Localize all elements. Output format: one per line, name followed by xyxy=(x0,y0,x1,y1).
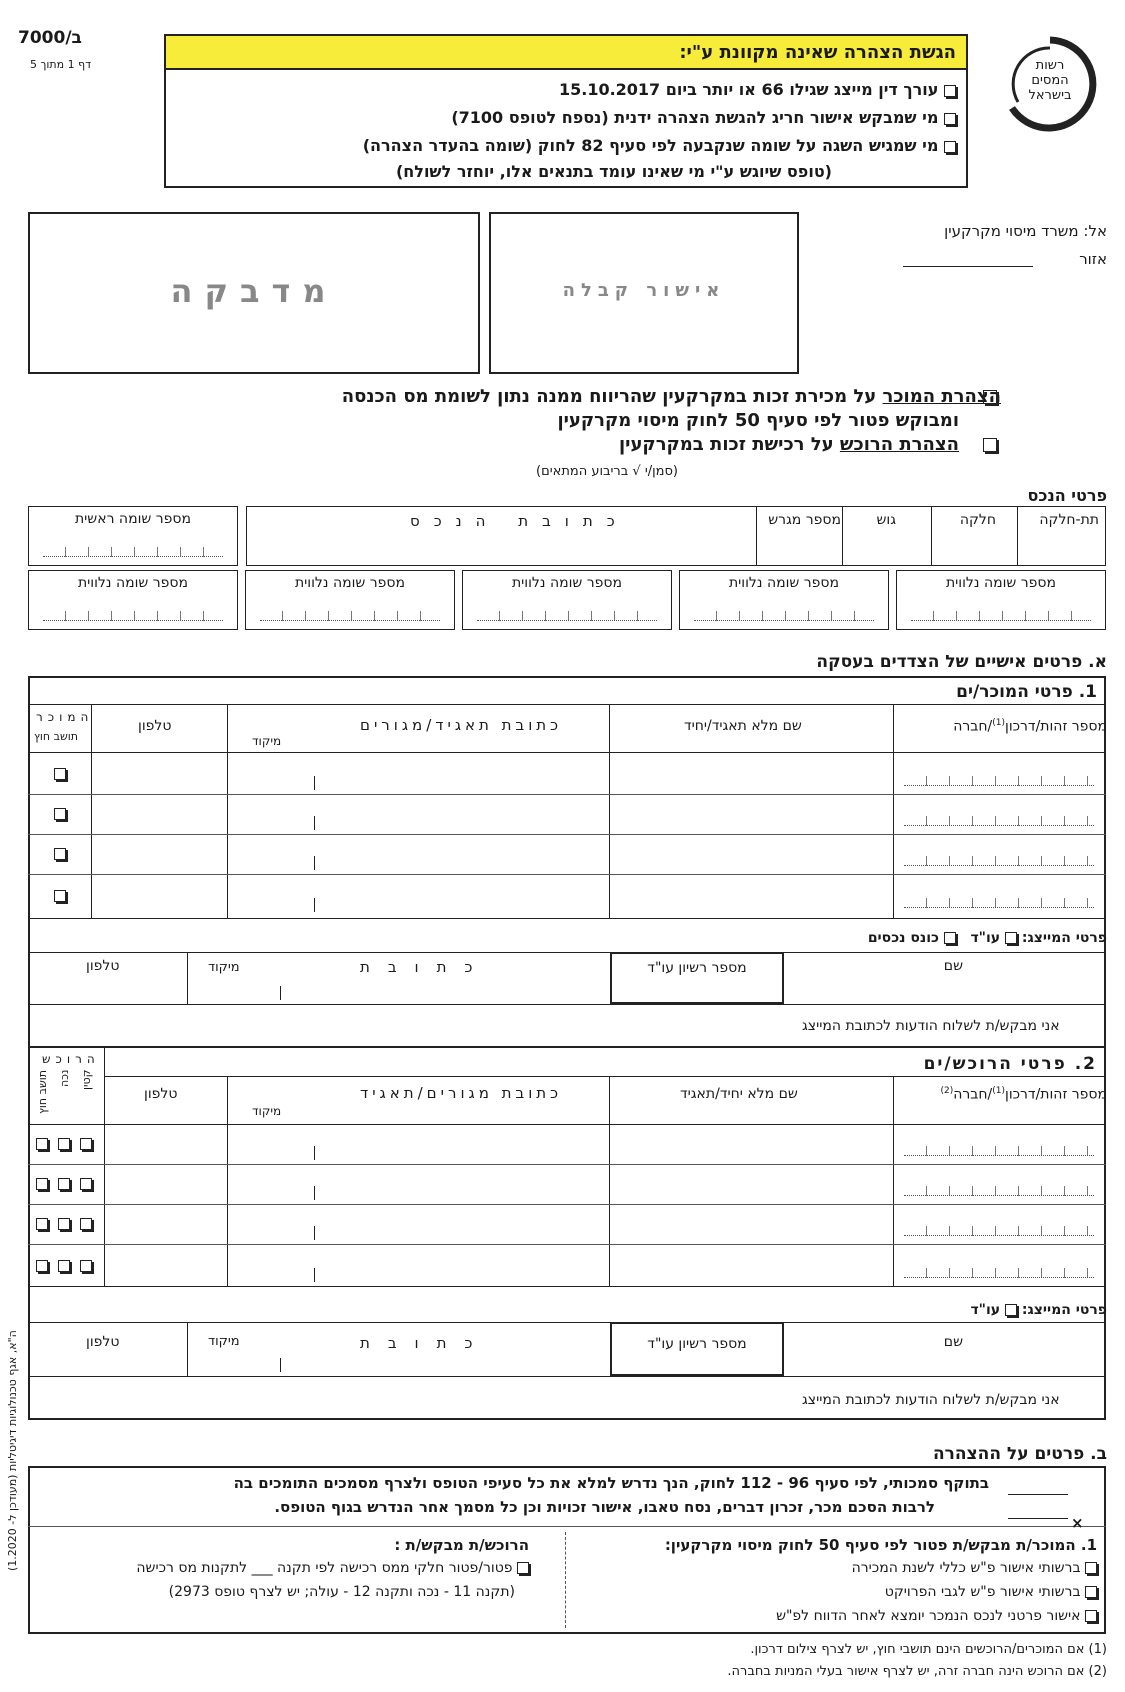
checkbox-icon[interactable] xyxy=(944,85,956,97)
seller-exemption-request: 1. המוכר/ת מבקש/ת פטור לפי סעיף 50 לחוק מיסוי מקרקעין: xyxy=(664,1536,1097,1554)
checkbox-icon[interactable] xyxy=(944,141,956,153)
seller-rep-zip-label: מיקוד xyxy=(208,960,240,975)
buyer-row[interactable] xyxy=(28,1204,1106,1244)
checkbox-icon[interactable] xyxy=(517,1562,529,1574)
buyer-rep-row: פרטי המייצג: עו"ד xyxy=(970,1302,1107,1318)
seller-option-1[interactable]: ברשותי אישור פ"ש כללי לשנת המכירה xyxy=(852,1560,1097,1576)
logo-line-3: בישראל xyxy=(1028,88,1072,103)
sticker-label: מדבקה xyxy=(170,272,338,310)
buyer-foreign-checkbox[interactable] xyxy=(36,1218,48,1230)
seller-foreign-checkbox[interactable] xyxy=(54,808,66,820)
buyer-rep-name-label: שם xyxy=(943,1334,963,1350)
buyer-declaration-checkbox[interactable] xyxy=(983,438,997,452)
seller-rep-phone-label: טלפון xyxy=(86,958,120,974)
logo-line-2: המסים xyxy=(1031,73,1069,88)
buyer-rep-lawyer-checkbox[interactable] xyxy=(1005,1304,1017,1316)
buyer-minor-checkbox[interactable] xyxy=(80,1178,92,1190)
seller-declaration-checkbox[interactable] xyxy=(983,390,997,404)
property-address-label: כתובת הנכס xyxy=(410,512,629,530)
rep-lawyer-checkbox[interactable] xyxy=(1005,932,1017,944)
option-1[interactable]: עורך דין מייצג שגילו 66 או יותר ביום 15.10.2017 xyxy=(559,80,956,99)
buyer-rep-phone-label: טלפון xyxy=(86,1334,120,1350)
seller-foreign-checkbox[interactable] xyxy=(54,768,66,780)
addressee: אל: משרד מיסוי מקרקעין xyxy=(944,222,1107,240)
buyer-rep-address-label: כתובת xyxy=(360,1334,491,1352)
related-assessment-box[interactable]: מספר שומה נלווית xyxy=(462,570,672,630)
tax-authority-logo xyxy=(1000,34,1100,134)
related-assessment-box[interactable]: מספר שומה נלווית xyxy=(679,570,889,630)
option-3[interactable]: מי שמגיש השגה על שומה שנקבעה לפי סעיף 82 לחוק (שומה בהעדר הצהרה) xyxy=(363,136,956,155)
buyer-disabled-header: נכה xyxy=(58,1070,71,1088)
buyer-zip-header: מיקוד xyxy=(252,1104,282,1118)
seller-id-header: מספר זהות/דרכון$^{(1)}$/חברה xyxy=(953,718,1107,735)
seller-rep-row: פרטי המייצג: עו"ד כונס נכסים xyxy=(867,930,1107,946)
sticker-box xyxy=(28,212,480,374)
buyer-foreign-header: תושב חוץ xyxy=(36,1070,49,1114)
seller-rep-license-field[interactable]: מספר רשיון עו"ד xyxy=(610,952,784,1004)
seller-phone-header: טלפון xyxy=(138,718,172,734)
checkbox-icon[interactable] xyxy=(1085,1562,1097,1574)
seller-option-2[interactable]: ברשותי אישור פ"ש לגבי הפרויקט xyxy=(885,1584,1097,1600)
buyer-minor-checkbox[interactable] xyxy=(80,1260,92,1272)
buyer-address-header: כתובת מגורים/תאגיד xyxy=(360,1084,563,1102)
page-indicator: דף 1 מתוך 5 xyxy=(30,58,92,71)
seller-row[interactable] xyxy=(28,794,1106,834)
area-field[interactable] xyxy=(903,266,1033,267)
area-label: אזור xyxy=(1079,250,1107,268)
rep-receiver-checkbox[interactable] xyxy=(944,932,956,944)
main-assessment-label: מספר שומה ראשית xyxy=(74,511,192,527)
buyer-exemption-request: הרוכש/ת מבקש/ת : xyxy=(394,1536,529,1554)
section-a-title: א. פרטים אישיים של הצדדים בעסקה xyxy=(816,652,1107,672)
buyer-declaration-option[interactable]: הצהרת הרוכש על רכישת זכות במקרקעין xyxy=(618,434,959,455)
main-assessment-box[interactable] xyxy=(28,506,238,566)
seller-foreign-checkbox[interactable] xyxy=(54,890,66,902)
section-b-intro-1: בתוקף סמכותי, לפי סעיף 96 - 112 לחוק, הנך נדרש למלא את כל סעיפי הטופס ולצרף מסמכים התומכים בה xyxy=(233,1474,989,1492)
plot-number-label: מספר מגרש xyxy=(768,512,841,528)
buyer-row[interactable] xyxy=(28,1244,1106,1286)
checkbox-icon[interactable] xyxy=(1085,1586,1097,1598)
buyers-title: 2. פרטי הרוכש/ים xyxy=(923,1054,1097,1074)
buyer-notify-text[interactable]: אני מבקש/ת לשלוח הודעות לכתובת המייצג xyxy=(802,1392,1060,1408)
buyer-row[interactable] xyxy=(28,1124,1106,1164)
sub-parcel-label: תת-חלקה xyxy=(1039,512,1099,528)
seller-notify-text[interactable]: אני מבקש/ת לשלוח הודעות לכתובת המייצג xyxy=(802,1018,1060,1034)
checkbox-icon[interactable] xyxy=(1085,1610,1097,1622)
buyer-phone-header: טלפון xyxy=(144,1086,178,1102)
seller-row[interactable] xyxy=(28,752,1106,794)
seller-name-header: שם מלא תאגיד/יחיד xyxy=(684,718,802,734)
form-number: 7000/ב xyxy=(18,28,82,48)
submission-box xyxy=(164,34,968,188)
related-assessment-box[interactable]: מספר שומה נלווית xyxy=(896,570,1106,630)
seller-foreign-checkbox[interactable] xyxy=(54,848,66,860)
submission-title: הגשת הצהרה שאינה מקוונת ע"י: xyxy=(679,42,956,63)
section-b-title: ב. פרטים על ההצהרה xyxy=(932,1444,1107,1464)
buyer-rep-license-field[interactable]: מספר רשיון עו"ד xyxy=(610,1322,784,1376)
seller-row[interactable] xyxy=(28,874,1106,918)
seller-rep-name-label: שם xyxy=(943,958,963,974)
buyer-name-header: שם מלא יחיד/תאגיד xyxy=(680,1086,798,1102)
mark-note: (סמן/י √ בריבוע המתאים) xyxy=(536,464,678,479)
buyer-minor-checkbox[interactable] xyxy=(80,1218,92,1230)
buyer-disabled-checkbox[interactable] xyxy=(58,1178,70,1190)
seller-rep-address-label: כתובת xyxy=(360,958,491,976)
buyer-disabled-checkbox[interactable] xyxy=(58,1138,70,1150)
buyer-foreign-checkbox[interactable] xyxy=(36,1178,48,1190)
seller-flag-header: המוכר xyxy=(36,710,94,724)
buyer-rep-zip-label: מיקוד xyxy=(208,1334,240,1349)
seller-declaration-option[interactable]: הצהרת המוכר על מכירת זכות במקרקעין שהריווח ממנה נתון לשומת מס הכנסה xyxy=(341,386,1001,407)
buyer-disabled-checkbox[interactable] xyxy=(58,1218,70,1230)
receipt-stamp-box xyxy=(489,212,799,374)
property-title: פרטי הנכס xyxy=(1027,486,1107,505)
option-2[interactable]: מי שמבקש אישור חריג להגשת הצהרה ידנית (נספח לטופס 7100) xyxy=(451,108,956,127)
footnote-1: (1) אם המוכרים/הרוכשים הינם תושבי חוץ, יש לצרף צילום דרכון. xyxy=(750,1642,1107,1657)
buyer-foreign-checkbox[interactable] xyxy=(36,1138,48,1150)
buyer-disabled-checkbox[interactable] xyxy=(58,1260,70,1272)
seller-zip-header: מיקוד xyxy=(252,734,282,748)
x-mark: × xyxy=(1071,1514,1084,1532)
related-assessment-box[interactable]: מספר שומה נלווית xyxy=(245,570,455,630)
buyer-option[interactable]: פטור/פטור חלקי ממס רכישה לפי תקנה ___ לתקנות מס רכישה xyxy=(136,1560,529,1576)
sellers-title: 1. פרטי המוכר/ים xyxy=(956,682,1097,702)
footnote-2: (2) אם הרוכש הינה חברה זרה, יש לצרף אישור בעלי המניות בחברה. xyxy=(727,1664,1107,1679)
buyer-minor-checkbox[interactable] xyxy=(80,1138,92,1150)
related-assessment-box[interactable]: מספר שומה נלווית xyxy=(28,570,238,630)
seller-address-header: כתובת תאגיד/מגורים xyxy=(360,716,563,734)
section-b-intro-2: לרבות הסכם מכר, זכרון דברים, נסח טאבו, אישור זכויות וכן כל מסמך אחר הנדרש בגוף הטופס. xyxy=(274,1498,935,1516)
buyer-row[interactable] xyxy=(28,1164,1106,1204)
seller-option-3[interactable]: אישור פרטני לנכס הנמכר יומצא לאחר הדווח לפ"ש xyxy=(776,1608,1097,1624)
buyer-foreign-checkbox[interactable] xyxy=(36,1260,48,1272)
seller-declaration-line2: ומבוקש פטור לפי סעיף 50 לחוק מיסוי מקרקעין xyxy=(557,410,959,431)
parcel-label: חלקה xyxy=(959,512,996,528)
buyer-option-note: (תקנה 11 - נכה ותקנה 12 - עולה; יש לצרף טופס 2973) xyxy=(168,1584,515,1600)
block-label: גוש xyxy=(876,512,896,528)
side-version-text: ה"א, אגף טכנולוגיות דיגיטליות (מעודכן ל- 1.2020) xyxy=(6,1330,19,1571)
buyer-flag-header: הרוכש xyxy=(42,1052,100,1066)
checkbox-icon[interactable] xyxy=(944,113,956,125)
buyer-id-header: מספר זהות/דרכון$^{(1)}$/חברה$^{(2)}$ xyxy=(940,1086,1107,1103)
submission-note: (טופס שיוגש ע"י מי שאינו עומד בתנאים אלו, יוחזר לשולח) xyxy=(395,162,832,181)
buyer-minor-header: קטין xyxy=(80,1070,93,1091)
seller-foreign-header: תושב חוץ xyxy=(34,730,78,743)
logo-line-1: רשות xyxy=(1035,58,1065,73)
receipt-label: אישור קבלה xyxy=(562,280,726,301)
seller-row[interactable] xyxy=(28,834,1106,874)
